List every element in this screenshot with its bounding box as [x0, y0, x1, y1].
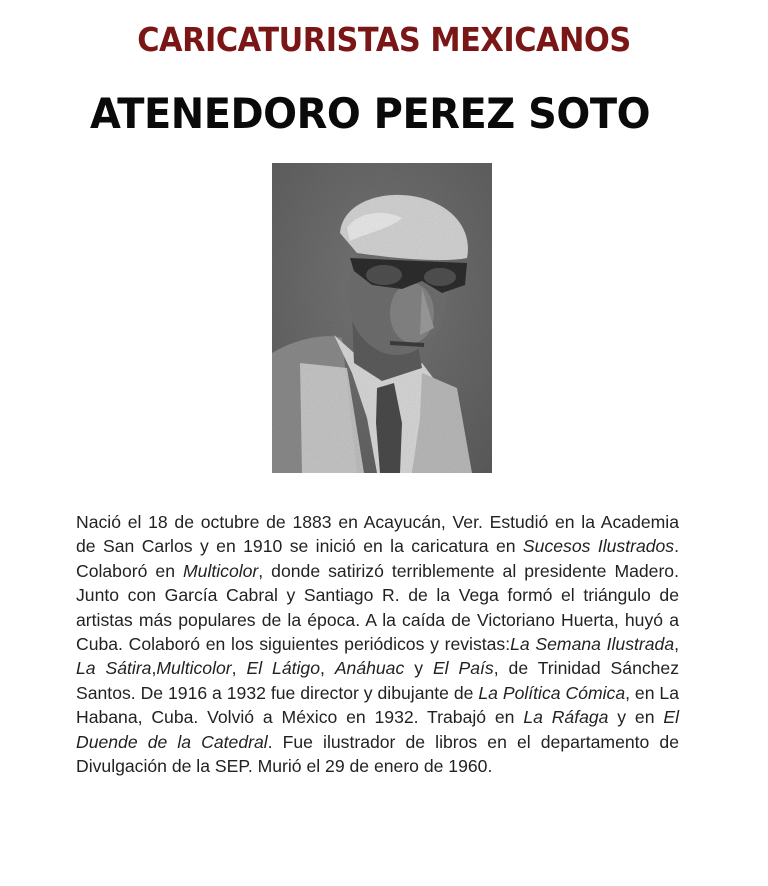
portrait-photo	[272, 163, 492, 473]
bio-text: Nació el 18 de octubre de 1883 en Acayucán, Ver. Estudió en la Academia de San Carlos y en 1910 se inició en la caricatura en	[76, 512, 679, 557]
publication-title: El País	[432, 658, 494, 679]
publication-title: La Política Cómica	[478, 682, 626, 703]
publication-title: La Ráfaga	[523, 707, 609, 728]
publication-title: Multicolor	[156, 658, 232, 679]
bio-text: ,	[151, 658, 157, 679]
bio-text: ,	[319, 658, 335, 679]
publication-title: La Sátira	[76, 658, 152, 679]
publication-title: Multicolor	[183, 560, 259, 581]
person-name-heading: ATENEDORO PEREZ SOTO	[89, 89, 651, 138]
bio-text: , de Trinidad Sánchez Santos. De 1916 a 1932 fue director y dibujante de	[76, 658, 680, 703]
publication-title: El Látigo	[246, 658, 320, 679]
bio-text: ,	[674, 634, 680, 655]
bio-text: ,	[231, 658, 247, 679]
publication-title: Anáhuac	[334, 658, 405, 679]
bio-text: y en	[608, 707, 664, 728]
publication-title: El Duende de la Catedral	[76, 707, 679, 752]
biography-paragraph	[76, 510, 679, 778]
series-title: CARICATURISTAS MEXICANOS	[137, 20, 631, 59]
bio-text: . Fue ilustrador de libros en el departamento de Divulgación de la SEP. Murió el 29 de enero de 1960.	[76, 731, 679, 777]
publication-title: Sucesos Ilustrados	[522, 536, 675, 557]
bio-text: y	[404, 658, 433, 679]
bio-text: , donde satirizó terriblemente al presidente Madero. Junto con García Cabral y Santiago R. de la Vega formó el triángulo de artistas más populares de la época. A la caída de Victoriano Huerta, huyó a Cuba. Colaboró en los siguientes periódicos y revistas:	[76, 560, 679, 655]
bio-text: . Colaboró en	[76, 536, 679, 581]
bio-text: , en La Habana, Cuba. Volvió a México en 1932. Trabajó en	[76, 682, 679, 728]
publication-title: La Semana Ilustrada	[510, 634, 675, 655]
portrait-illustration	[272, 163, 492, 473]
